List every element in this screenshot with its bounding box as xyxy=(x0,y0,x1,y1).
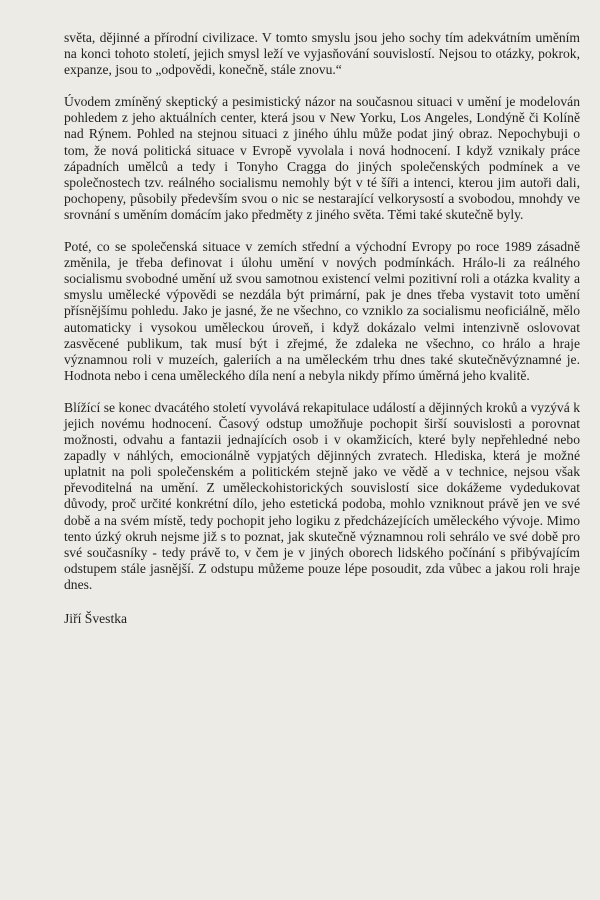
author-signature: Jiří Švestka xyxy=(64,611,128,626)
paragraph-3: Poté, co se společenská situace v zemích střední a východní Evropy po roce 1989 zásadně změnila, je třeba definovat i úlohu umění v nových podmínkách. Hrálo-li za reálného socialismu svobodné umění už svou samotnou existencí velmi pozitivní roli a otázka kvality a smyslu umělecké výpovědi se nezdála být primární, pak je dnes třeba vystavit toto umění přísnějšímu pohledu. Jako je jasné, že ne všechno, co vzniklo za socialismu neoficiálně, mělo automaticky i vysokou uměleckou úroveň, i když dokázalo velmi intenzivně oslovovat zasvěcené publikum, tak musí být i zřejmé, že zdaleka ne všechno, co hrálo a hraje významnou roli v muzeích, galeriích a na uměleckém trhu dnes také skutečněvýznamné je. Hodnota nebo i cena uměleckého díla není a nebyla nikdy přímo úměrná jeho kvalitě. xyxy=(64,239,580,383)
paragraph-4: Blížící se konec dvacátého století vyvolává rekapitulace událostí a dějinných kroků a vyzývá k jejich novému hodnocení. Časový odstup umožňuje pochopit širší souvislosti a porovnat možnosti, odvahu a fantazii jednajících osob i v okamžicích, které byly nepřehledné nebo zapadly v náhlých, emocionálně vypjatých dějinných zvratech. Hlediska, která je možné uplatnit na poli společenském a politickém stejně jako ve vědě a v technice, nejsou však převoditelná na umění. Z uměleckohistorických souvislostí sice dokážeme vydedukovat důvody, proč určité konkrétní dílo, jeho estetická podoba, mohlo vzniknout právě jen ve své době a na svém místě, tedy pochopit jeho logiku z předcházejících uměleckého vývoje. Mimo tento úzký okruh nejsme již s to poznat, jak skutečně významnou roli sehrálo ve své době pro své současníky - tedy právě to, v čem je v jiných oborech lidského počínání s přibývajícím odstupem stále jasnější. Z odstupu můžeme pouze lépe posoudit, zda vůbec a jakou roli hraje dnes. xyxy=(64,399,580,592)
paragraph-1: světa, dějinné a přírodní civilizace. V tomto smyslu jsou jeho sochy tím adekvátním uměním na konci tohoto století, jejich smysl leží ve vyjasňování souvislostí. Nejsou to otázky, pokrok, expanze, jsou to „odpovědi, konečně, stále znovu.“ xyxy=(64,30,580,78)
document-page xyxy=(64,30,580,627)
paragraph-2: Úvodem zmíněný skeptický a pesimistický názor na současnou situaci v umění je modelován pohledem z jeho aktuálních center, která jsou v New Yorku, Los Angeles, Londýně či Kolíně nad Rýnem. Pohled na stejnou situaci z jiného úhlu může podat jiný obraz. Nepochybuji o tom, že nová politická situace v Evropě vyvolala i nová hodnocení. I když vznikaly práce západních umělců a tedy i Tonyho Cragga do jiných společenských podmínek a ve společnostech tzv. reálného socialismu nemohly být v té šíři a intenci, kterou jim autoři dali, pochopeny, působily především svou o nic se nestarající velkorysostí a svobodou, mnohdy ve srovnání s uměním domácím jako předměty z jiného světa. Těmi také skutečně byly. xyxy=(64,94,580,222)
